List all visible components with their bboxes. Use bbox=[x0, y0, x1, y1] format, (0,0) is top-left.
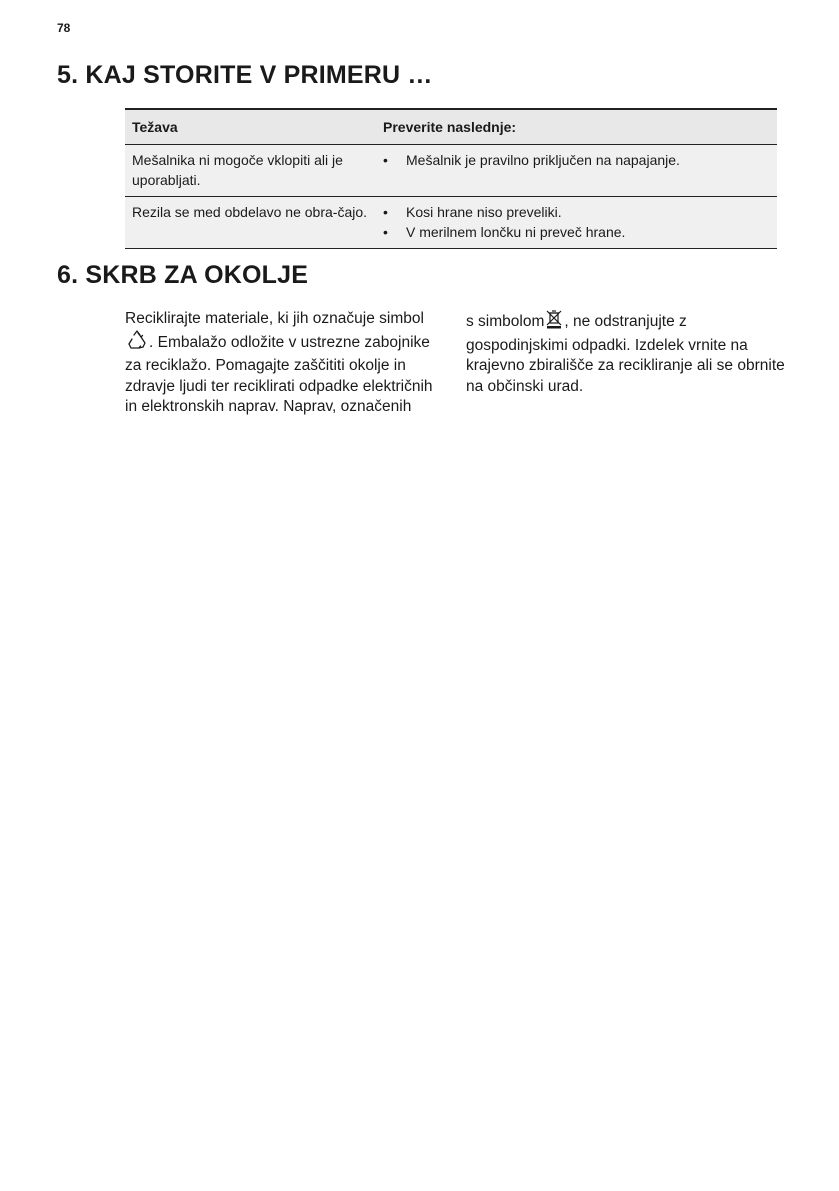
problem-cell: Rezila se med obdelavo ne obra-čajo. bbox=[125, 197, 376, 249]
env-text-part: Reciklirajte materiale, ki jih označuje simbol bbox=[125, 310, 424, 327]
troubleshooting-table bbox=[125, 108, 777, 249]
table-row bbox=[125, 145, 777, 197]
crossed-bin-icon bbox=[545, 309, 563, 336]
checks-list bbox=[383, 202, 771, 242]
column-header-check: Preverite naslednje: bbox=[376, 109, 777, 145]
page-number: 78 bbox=[57, 21, 71, 35]
check-item: • Mešalnik je pravilno priključen na napajanje. bbox=[383, 150, 771, 170]
section-title-environment: 6. SKRB ZA OKOLJE bbox=[57, 261, 309, 289]
env-text-part: . Embalažo odložite v ustrezne zabojnike za reciklažo. Pomagajte zaščititi okolje in zdravje ljudi ter reciklirati odpadke električnih in elektronskih naprav. Naprav, označenih bbox=[125, 333, 433, 416]
problem-cell: Mešalnika ni mogoče vklopiti ali je uporabljati. bbox=[125, 145, 376, 197]
recycle-icon bbox=[126, 330, 148, 357]
table-header-row bbox=[125, 109, 777, 145]
check-item: • V merilnem lončku ni preveč hrane. bbox=[383, 222, 771, 242]
checks-list bbox=[383, 150, 771, 170]
environment-paragraph-left bbox=[125, 309, 435, 418]
env-text-part: s simbolom bbox=[466, 313, 545, 330]
env-text-part: , ne odstranjujte z gospodinjskimi odpadki. Izdelek vrnite na krajevno zbirališče za recikliranje ali se obrnite na občinski urad. bbox=[466, 313, 785, 395]
column-header-problem: Težava bbox=[125, 109, 376, 145]
checks-cell bbox=[376, 145, 777, 197]
table-row bbox=[125, 197, 777, 249]
checks-cell bbox=[376, 197, 777, 249]
environment-paragraph-right bbox=[466, 309, 786, 397]
section-title-troubleshooting: 5. KAJ STORITE V PRIMERU … bbox=[57, 61, 433, 89]
check-item: • Kosi hrane niso preveliki. bbox=[383, 202, 771, 222]
